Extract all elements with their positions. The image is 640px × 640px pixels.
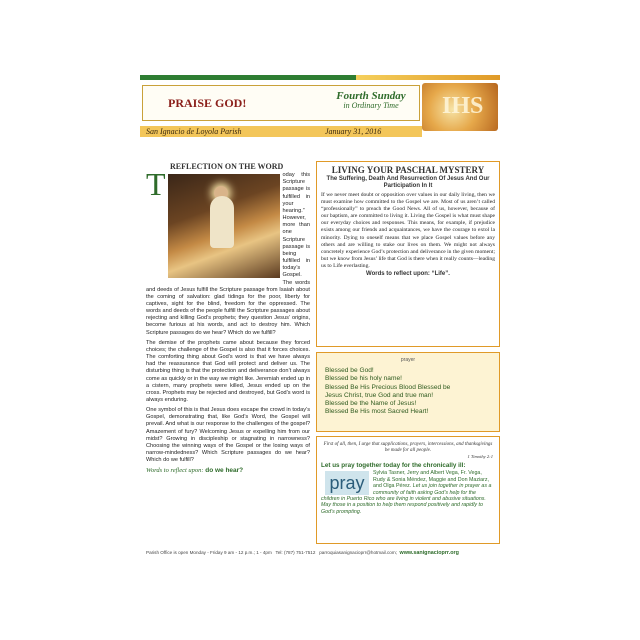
logo-letters: IHS [442,93,484,119]
prayer-box [316,352,500,432]
subtitle-line-2: in Ordinary Time [343,101,399,110]
prayer-line: Blessed be his holy name! [325,375,402,383]
paschal-subheading: The Suffering, Death And Resurrection Of Jesus And Our Participation In It [326,176,490,189]
reflection-paragraph-2: The demise of the prophets came about because they forced choices; the challenge of the Gospel is also that it forces choices. The comforting thing about God’s word is that we have always had the reassurance that God will protect and deliver us. The disturbing thing is that the protection and deliverance don’t always come as quickly or in the way we might like. Jeremiah ended up in a cistern, many prophets were killed, Jesus ended up on the cross. Prophets may be rejected and destroyed, but God’s word is always enduring. [146,339,310,403]
scripture-quote: First of all, then, I urge that supplications, prayers, intercessions, and thanksgivings be made for all people. [323,442,493,454]
prayer-list [325,367,499,417]
reflection-heading: REFLECTION ON THE WORD [170,162,284,171]
phone-number: Tel: (787) 751-7512 [275,550,316,555]
sick-names [321,470,495,515]
page-title: PRAISE GOD! [168,96,247,110]
prayer-line: Jesus Christ, true God and true man! [325,391,434,399]
paschal-heading: LIVING YOUR PASCHAL MYSTERY [331,165,485,175]
paschal-reflect: Words to reflect upon: “Life”. [366,271,450,278]
reflection-words [146,467,310,474]
ihs-logo-icon [422,83,498,131]
bulletin-date: January 31, 2016 [325,127,382,136]
sick-names-text: Sylvia Tasner, Jerry and Albert Vega, Fr. Vega, Rudy & Sonia Méndez, Maggie and Don Maziarz, and Olga Pérez. [373,470,490,490]
prayer-line: Blessed be the Name of Jesus! [325,400,417,408]
subtitle-line-1: Fourth Sunday [336,90,406,102]
sick-prayer-box [316,436,500,544]
email-link[interactable]: parroquiasanignacioprr@hotmail.com; [319,550,397,555]
prayer-line: Blessed be God! [325,367,374,374]
reflection-column [146,163,310,475]
paschal-mystery-box [316,161,500,347]
community-prayer-text: Let us join together in prayer as a community of faith asking God’s help for the children in Puerto Rico who are living in violent and abusive situations. May those in a position to help them respond positively and rapidly to God’s prompting. [321,483,492,515]
website-link[interactable]: www.sanignacioprr.org [399,550,459,556]
sick-prayer-title: Let us pray together today for the chronically ill: [321,462,466,470]
top-color-bar [140,75,500,80]
painting-figure-body [210,196,234,248]
office-hours: Parish Office is open Monday - Friday 9 am - 12 p.m.; 1 - 4pm [146,550,272,555]
header-band [140,126,422,137]
prayer-line: Blessed Be His most Sacred Heart! [325,408,429,416]
drop-cap: T [146,166,166,203]
pray-graphic-icon: pray [325,471,369,495]
jesus-in-synagogue-painting [168,174,280,278]
prayer-heading: prayer [400,357,416,363]
paschal-body: If we never meet doubt or opposition over values in our daily living, then we must examine how committed to the Gospel we are. Most of us aren’t called “professionally” to preach the Good News. All of us, however, because of our baptism, are committed to living it. Living the Gospel is what must shape our everyday choices and responses. This means, for example, if prejudice exists among our friends and acquaintances, we have the courage to extol la minority. Dying to oneself means that we place Gospel values before any others and are willing to stake our lives on them. We might not always concretely experience God’s protection and deliverance in the given moment; but we know from Jesus’ life that God is there when it really counts—leading us to Life everlasting. [321,192,495,269]
prayer-line: Blessed Be His Precious Blood Blessed be [325,383,451,391]
reflect-label: Words to reflect upon: [146,467,204,475]
footer [146,550,498,556]
header-box [142,85,420,121]
liturgical-subtitle [326,91,416,111]
reflect-words: do we hear? [205,467,244,475]
scripture-citation: 1 Timothy 2:1 [467,454,493,460]
reflection-paragraph-3: One symbol of this is that Jesus does escape the crowd in today’s Gospel, demonstrating that, like God’s Word, the Gospel will prevail. And what is our response to the challenges of the gospel? Amazement of fury? Welcoming Jesus or expelling him from our midst? Growing in discipleship or stagnating in narrowness? Choosing the winning ways of the Gospel or the losing ways of narrow-mindedness? Which Scripture passages do we hear? Which do we fulfill? [146,407,310,464]
bulletin-page [140,75,500,575]
parish-name: San Ignacio de Loyola Parish [146,127,242,136]
reflection-text-1: oday this Scripture passage is fulfilled in your hearing.” However, more than one Scripture passage is being fulfilled in today’s Gospel. The words and deeds of Jesus fulfill the Scripture passage from Isaiah about the coming of salvation: glad tidings for the poor, liberty for captives, sight for the blind, freedom for the oppressed. The words and deeds of the people fulfill the Scripture passages about rejecting and killing God’s prophets; they question Jesus’ origins, become furious at his words, and act to destroy him. Which Scripture passages do we hear? Which do we fulfill? [146,172,310,336]
